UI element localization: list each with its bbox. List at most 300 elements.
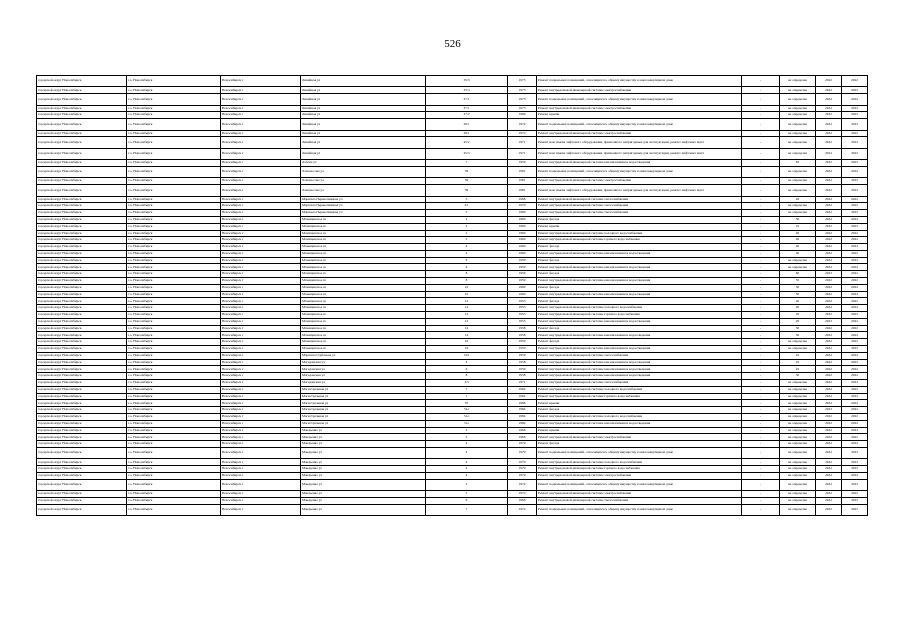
cell-year-start: 2022 <box>816 504 842 515</box>
cell-municipality: городской округ Новосибирск <box>37 196 127 203</box>
cell-dash: - <box>742 448 780 459</box>
cell-municipality: городской округ Новосибирск <box>37 332 127 339</box>
cell-dash: - <box>742 479 780 490</box>
cell-cost: не определен <box>780 393 816 400</box>
cell-cost: не определен <box>780 257 816 264</box>
cell-dash: - <box>742 230 780 237</box>
cell-house-number: 12 <box>426 298 508 305</box>
cell-municipality: городской округ Новосибирск <box>37 448 127 459</box>
cell-year-start: 2022 <box>816 185 842 196</box>
cell-municipality: городской округ Новосибирск <box>37 105 127 112</box>
cell-work-type: Ремонт внутридомовой инженерной системы электроснабжения <box>537 491 742 498</box>
cell-cost: не определен <box>780 479 816 490</box>
cell-build-year: 1975 <box>508 94 537 105</box>
cell-year-end: 2022 <box>842 380 868 387</box>
cell-dash: - <box>742 291 780 298</box>
cell-locality: Новосибирск г <box>221 339 301 346</box>
cell-locality: Новосибирск г <box>221 76 301 87</box>
cell-street: Линейная ул <box>301 148 426 159</box>
cell-dash: - <box>742 237 780 244</box>
cell-municipality: городской округ Новосибирск <box>37 366 127 373</box>
cell-house-number: 2 <box>426 223 508 230</box>
cell-year-end: 2022 <box>842 407 868 414</box>
cell-street: Мочищенское ш <box>301 318 426 325</box>
cell-year-end: 2022 <box>842 244 868 251</box>
cell-dash: - <box>742 466 780 473</box>
cell-year-start: 2022 <box>816 400 842 407</box>
cell-year-start: 2022 <box>816 420 842 427</box>
cell-dash: - <box>742 434 780 441</box>
cell-locality: Новосибирск г <box>221 393 301 400</box>
cell-cost: 20 <box>780 298 816 305</box>
cell-year-end: 2022 <box>842 459 868 466</box>
cell-settlement: г.о. Новосибирск <box>127 504 221 515</box>
cell-year-end: 2022 <box>842 112 868 119</box>
cell-street: Ломоносова ул <box>301 185 426 196</box>
cell-work-type: Ремонт внутридомовой инженерной системы холодного водоснабжения <box>537 459 742 466</box>
table-row <box>37 166 868 177</box>
cell-work-type: Ремонт фасада <box>537 271 742 278</box>
cell-locality: Новосибирск г <box>221 87 301 94</box>
cell-street: Мочищенское ш <box>301 250 426 257</box>
table-row <box>37 366 868 373</box>
cell-year-end: 2022 <box>842 271 868 278</box>
cell-dash: - <box>742 359 780 366</box>
cell-cost: не определен <box>780 427 816 434</box>
cell-dash: - <box>742 346 780 353</box>
cell-municipality: городской округ Новосибирск <box>37 479 127 490</box>
table-body <box>37 76 868 516</box>
cell-street: Магистральная ул <box>301 386 426 393</box>
cell-work-type: Ремонт крыши <box>537 427 742 434</box>
cell-work-type: Ремонт внутридомовой инженерной системы канализования и водоотведения <box>537 278 742 285</box>
cell-year-start: 2022 <box>816 497 842 504</box>
cell-locality: Новосибирск г <box>221 230 301 237</box>
cell-work-type: Ремонт внутридомовой инженерной системы канализования и водоотведения <box>537 346 742 353</box>
cell-street: Маршала Перекопчикова ул <box>301 196 426 203</box>
cell-year-end: 2022 <box>842 94 868 105</box>
cell-build-year: 1962 <box>508 386 537 393</box>
cell-build-year: 1959 <box>508 346 537 353</box>
cell-year-start: 2022 <box>816 298 842 305</box>
cell-settlement: г.о. Новосибирск <box>127 359 221 366</box>
cell-year-end: 2022 <box>842 137 868 148</box>
cell-municipality: городской округ Новосибирск <box>37 137 127 148</box>
cell-municipality: городской округ Новосибирск <box>37 373 127 380</box>
cell-year-end: 2022 <box>842 414 868 421</box>
table-row <box>37 459 868 466</box>
cell-year-end: 2022 <box>842 284 868 291</box>
cell-year-end: 2022 <box>842 472 868 479</box>
cell-year-end: 2022 <box>842 420 868 427</box>
cell-cost: 40 <box>780 237 816 244</box>
table-row <box>37 178 868 185</box>
cell-house-number: 51а <box>426 420 508 427</box>
cell-year-start: 2022 <box>816 472 842 479</box>
cell-work-type: Ремонт внутридомовой инженерной системы электроснабжения <box>537 178 742 185</box>
cell-work-type: Ремонт или замена лифтового оборудования, признанного непригодным для эксплуатации, ремонт лифтовых шахт <box>537 185 742 196</box>
cell-locality: Новосибирск г <box>221 400 301 407</box>
cell-house-number: 6 <box>426 257 508 264</box>
cell-build-year: 1959 <box>508 257 537 264</box>
cell-settlement: г.о. Новосибирск <box>127 196 221 203</box>
cell-municipality: городской округ Новосибирск <box>37 434 127 441</box>
cell-street: Мочищенское ш <box>301 339 426 346</box>
cell-year-end: 2022 <box>842 223 868 230</box>
cell-year-start: 2022 <box>816 119 842 130</box>
table-row <box>37 332 868 339</box>
cell-locality: Новосибирск г <box>221 380 301 387</box>
cell-cost: 40 <box>780 230 816 237</box>
cell-year-end: 2022 <box>842 119 868 130</box>
cell-locality: Новосибирск г <box>221 434 301 441</box>
cell-locality: Новосибирск г <box>221 105 301 112</box>
cell-locality: Новосибирск г <box>221 94 301 105</box>
cell-settlement: г.о. Новосибирск <box>127 119 221 130</box>
table-row <box>37 420 868 427</box>
cell-cost: 40 <box>780 244 816 251</box>
cell-year-end: 2022 <box>842 130 868 137</box>
cell-year-start: 2022 <box>816 264 842 271</box>
cell-cost: не определен <box>780 472 816 479</box>
cell-dash: - <box>742 223 780 230</box>
cell-locality: Новосибирск г <box>221 318 301 325</box>
cell-settlement: г.о. Новосибирск <box>127 318 221 325</box>
cell-dash: - <box>742 264 780 271</box>
cell-locality: Новосибирск г <box>221 359 301 366</box>
cell-build-year: 1958 <box>508 359 537 366</box>
table-row <box>37 148 868 159</box>
cell-settlement: г.о. Новосибирск <box>127 386 221 393</box>
table-row <box>37 339 868 346</box>
cell-municipality: городской округ Новосибирск <box>37 393 127 400</box>
cell-work-type: Ремонт крыши <box>537 223 742 230</box>
cell-settlement: г.о. Новосибирск <box>127 466 221 473</box>
table-row <box>37 359 868 366</box>
cell-build-year: 1962 <box>508 393 537 400</box>
cell-year-end: 2022 <box>842 166 868 177</box>
cell-house-number: 7 <box>426 504 508 515</box>
cell-locality: Новосибирск г <box>221 264 301 271</box>
cell-year-start: 2022 <box>816 366 842 373</box>
cell-work-type: Ремонт внутридомовой инженерной системы канализования и водоотведения <box>537 366 742 373</box>
cell-year-start: 2022 <box>816 448 842 459</box>
cell-house-number: 59 <box>426 178 508 185</box>
cell-house-number: 5 <box>426 210 508 217</box>
cell-year-end: 2022 <box>842 479 868 490</box>
cell-street: Макаренко ул <box>301 479 426 490</box>
cell-settlement: г.о. Новосибирск <box>127 291 221 298</box>
cell-house-number: 102 <box>426 352 508 359</box>
cell-year-start: 2022 <box>816 479 842 490</box>
cell-work-type: Ремонт фасада <box>537 284 742 291</box>
cell-street: Макаренко ул <box>301 441 426 448</box>
cell-locality: Новосибирск г <box>221 414 301 421</box>
cell-build-year: 1974 <box>508 479 537 490</box>
cell-street: Ломоносова ул <box>301 166 426 177</box>
table-row <box>37 346 868 353</box>
cell-year-start: 2022 <box>816 491 842 498</box>
cell-build-year: 1974 <box>508 119 537 130</box>
cell-locality: Новосибирск г <box>221 448 301 459</box>
cell-locality: Новосибирск г <box>221 441 301 448</box>
cell-work-type: Ремонт внутридомовой инженерной системы канализования и водоотведения <box>537 373 742 380</box>
cell-house-number: 4 <box>426 441 508 448</box>
cell-locality: Новосибирск г <box>221 216 301 223</box>
cell-year-start: 2022 <box>816 359 842 366</box>
cell-work-type: Ремонт внутридомовой инженерной системы канализования и водоотведения <box>537 264 742 271</box>
cell-settlement: г.о. Новосибирск <box>127 112 221 119</box>
cell-build-year: 1966 <box>508 427 537 434</box>
cell-cost: 45 <box>780 359 816 366</box>
cell-house-number: 45/2 <box>426 137 508 148</box>
cell-street: Мочищенское ш <box>301 237 426 244</box>
cell-work-type: Ремонт фасада <box>537 244 742 251</box>
cell-work-type: Ремонт внутридомовой инженерной системы теплоснабжения <box>537 203 742 210</box>
cell-year-start: 2022 <box>816 230 842 237</box>
cell-dash: - <box>742 491 780 498</box>
cell-house-number: 8 <box>426 373 508 380</box>
cell-settlement: г.о. Новосибирск <box>127 448 221 459</box>
cell-settlement: г.о. Новосибирск <box>127 178 221 185</box>
cell-year-end: 2022 <box>842 325 868 332</box>
cell-build-year: 1966 <box>508 497 537 504</box>
cell-street: Мочищенское ш <box>301 278 426 285</box>
cell-house-number: 10 <box>426 291 508 298</box>
cell-dash: - <box>742 414 780 421</box>
cell-cost: 10 <box>780 223 816 230</box>
cell-locality: Новосибирск г <box>221 178 301 185</box>
cell-year-end: 2022 <box>842 497 868 504</box>
cell-house-number: 4 <box>426 459 508 466</box>
cell-cost: не определен <box>780 264 816 271</box>
cell-build-year: 1981 <box>508 166 537 177</box>
cell-street: Макаренко ул <box>301 427 426 434</box>
cell-municipality: городской округ Новосибирск <box>37 491 127 498</box>
cell-build-year: 1959 <box>508 339 537 346</box>
cell-house-number: 4 <box>426 250 508 257</box>
cell-municipality: городской округ Новосибирск <box>37 352 127 359</box>
cell-house-number: 2 <box>426 216 508 223</box>
cell-cost: 20 <box>780 318 816 325</box>
cell-build-year: 1979 <box>508 448 537 459</box>
cell-year-start: 2022 <box>816 427 842 434</box>
table-row <box>37 504 868 515</box>
cell-year-start: 2022 <box>816 87 842 94</box>
cell-street: Мочищенское ш <box>301 264 426 271</box>
cell-cost: 40 <box>780 250 816 257</box>
cell-locality: Новосибирск г <box>221 459 301 466</box>
cell-work-type: Ремонт внутридомовой инженерной системы канализования и водоотведения <box>537 359 742 366</box>
cell-street: Магаданская ул <box>301 359 426 366</box>
cell-year-end: 2022 <box>842 339 868 346</box>
cell-street: Линейная ул <box>301 119 426 130</box>
cell-year-end: 2022 <box>842 504 868 515</box>
cell-cost: не определен <box>780 466 816 473</box>
cell-cost: не определен <box>780 346 816 353</box>
cell-year-start: 2022 <box>816 434 842 441</box>
cell-year-end: 2022 <box>842 305 868 312</box>
cell-house-number: 39/1 <box>426 119 508 130</box>
cell-municipality: городской округ Новосибирск <box>37 459 127 466</box>
cell-locality: Новосибирск г <box>221 137 301 148</box>
cell-municipality: городской округ Новосибирск <box>37 216 127 223</box>
cell-house-number: 8 <box>426 271 508 278</box>
cell-municipality: городской округ Новосибирск <box>37 380 127 387</box>
cell-dash: - <box>742 393 780 400</box>
cell-year-end: 2022 <box>842 237 868 244</box>
cell-year-start: 2022 <box>816 380 842 387</box>
cell-build-year: 1966 <box>508 434 537 441</box>
cell-house-number: 2 <box>426 237 508 244</box>
cell-house-number: 6 <box>426 264 508 271</box>
table-row <box>37 185 868 196</box>
cell-municipality: городской округ Новосибирск <box>37 504 127 515</box>
cell-dash: - <box>742 497 780 504</box>
cell-dash: - <box>742 332 780 339</box>
cell-municipality: городской округ Новосибирск <box>37 339 127 346</box>
cell-street: Линейная ул <box>301 76 426 87</box>
cell-municipality: городской округ Новосибирск <box>37 386 127 393</box>
cell-settlement: г.о. Новосибирск <box>127 497 221 504</box>
cell-year-start: 2022 <box>816 148 842 159</box>
cell-house-number: 7 <box>426 393 508 400</box>
cell-year-end: 2022 <box>842 441 868 448</box>
table-row <box>37 434 868 441</box>
cell-house-number: 14 <box>426 325 508 332</box>
cell-year-end: 2022 <box>842 291 868 298</box>
cell-year-end: 2022 <box>842 196 868 203</box>
cell-dash: - <box>742 178 780 185</box>
cell-build-year: 1959 <box>508 352 537 359</box>
cell-locality: Новосибирск г <box>221 160 301 167</box>
cell-municipality: городской округ Новосибирск <box>37 414 127 421</box>
cell-cost: 45 <box>780 366 816 373</box>
cell-street: Мочищенское ш <box>301 271 426 278</box>
cell-settlement: г.о. Новосибирск <box>127 230 221 237</box>
cell-year-start: 2022 <box>816 339 842 346</box>
cell-year-start: 2022 <box>816 407 842 414</box>
cell-year-start: 2022 <box>816 271 842 278</box>
table-row <box>37 237 868 244</box>
cell-dash: - <box>742 339 780 346</box>
cell-build-year: 1960 <box>508 237 537 244</box>
cell-year-start: 2022 <box>816 105 842 112</box>
cell-work-type: Ремонт внутридомовой инженерной системы холодного водоснабжения <box>537 305 742 312</box>
cell-cost: не определен <box>780 166 816 177</box>
cell-municipality: городской округ Новосибирск <box>37 264 127 271</box>
cell-dash: - <box>742 284 780 291</box>
cell-house-number: 3 <box>426 196 508 203</box>
cell-municipality: городской округ Новосибирск <box>37 346 127 353</box>
cell-cost: 50 <box>780 325 816 332</box>
cell-locality: Новосибирск г <box>221 148 301 159</box>
cell-cost: не определен <box>780 130 816 137</box>
cell-year-start: 2022 <box>816 166 842 177</box>
table-row <box>37 87 868 94</box>
cell-build-year: 1953 <box>508 312 537 319</box>
cell-settlement: г.о. Новосибирск <box>127 130 221 137</box>
cell-year-start: 2022 <box>816 291 842 298</box>
cell-work-type: Ремонт внутридомовой инженерной системы горячего водоснабжения <box>537 312 742 319</box>
cell-year-start: 2022 <box>816 312 842 319</box>
cell-municipality: городской округ Новосибирск <box>37 298 127 305</box>
cell-locality: Новосибирск г <box>221 352 301 359</box>
cell-municipality: городской округ Новосибирск <box>37 472 127 479</box>
cell-dash: - <box>742 185 780 196</box>
cell-locality: Новосибирск г <box>221 504 301 515</box>
table-row <box>37 130 868 137</box>
cell-municipality: городской округ Новосибирск <box>37 284 127 291</box>
cell-locality: Новосибирск г <box>221 491 301 498</box>
cell-year-start: 2022 <box>816 160 842 167</box>
table-row <box>37 271 868 278</box>
cell-settlement: г.о. Новосибирск <box>127 400 221 407</box>
cell-dash: - <box>742 318 780 325</box>
cell-settlement: г.о. Новосибирск <box>127 373 221 380</box>
cell-year-start: 2022 <box>816 196 842 203</box>
table-row <box>37 203 868 210</box>
cell-cost: 55 <box>780 278 816 285</box>
cell-work-type: Ремонт внутридомовой инженерной системы теплоснабжения <box>537 497 742 504</box>
cell-house-number: 37/2 <box>426 112 508 119</box>
cell-work-type: Ремонт внутридомовой инженерной системы канализования и водоотведения <box>537 318 742 325</box>
cell-house-number: 3/1 <box>426 203 508 210</box>
cell-dash: - <box>742 305 780 312</box>
cell-year-end: 2022 <box>842 352 868 359</box>
cell-dash: - <box>742 352 780 359</box>
table-row <box>37 373 868 380</box>
cell-build-year: 1959 <box>508 160 537 167</box>
cell-street: Магаданская ул <box>301 380 426 387</box>
cell-municipality: городской округ Новосибирск <box>37 94 127 105</box>
table-row <box>37 472 868 479</box>
cell-work-type: Ремонт подвальных помещений, относящихся к общему имуществу в многоквартирном доме <box>537 504 742 515</box>
cell-work-type: Ремонт внутридомовой инженерной системы горячего водоснабжения <box>537 237 742 244</box>
cell-year-start: 2022 <box>816 223 842 230</box>
cell-settlement: г.о. Новосибирск <box>127 105 221 112</box>
cell-dash: - <box>742 76 780 87</box>
cell-municipality: городской округ Новосибирск <box>37 130 127 137</box>
cell-house-number: 12 <box>426 305 508 312</box>
cell-year-start: 2022 <box>816 284 842 291</box>
table-row <box>37 284 868 291</box>
cell-dash: - <box>742 271 780 278</box>
table-row <box>37 94 868 105</box>
cell-dash: - <box>742 112 780 119</box>
table-row <box>37 137 868 148</box>
cell-year-end: 2022 <box>842 312 868 319</box>
cell-year-start: 2022 <box>816 414 842 421</box>
cell-cost: не определен <box>780 459 816 466</box>
cell-dash: - <box>742 257 780 264</box>
cell-cost: не определен <box>780 94 816 105</box>
cell-house-number: 35/3 <box>426 87 508 94</box>
cell-municipality: городской округ Новосибирск <box>37 359 127 366</box>
cell-work-type: Ремонт внутридомовой инженерной системы электроснабжения <box>537 87 742 94</box>
cell-locality: Новосибирск г <box>221 250 301 257</box>
cell-locality: Новосибирск г <box>221 366 301 373</box>
cell-year-start: 2022 <box>816 325 842 332</box>
cell-work-type: Ремонт внутридомовой инженерной системы холодного водоснабжения <box>537 414 742 421</box>
cell-year-end: 2022 <box>842 160 868 167</box>
cell-settlement: г.о. Новосибирск <box>127 94 221 105</box>
cell-street: Макаренко ул <box>301 504 426 515</box>
cell-cost: не определен <box>780 178 816 185</box>
cell-work-type: Ремонт подвальных помещений, относящихся к общему имуществу в многоквартирном доме <box>537 119 742 130</box>
cell-house-number: 4 <box>426 448 508 459</box>
cell-year-end: 2022 <box>842 359 868 366</box>
